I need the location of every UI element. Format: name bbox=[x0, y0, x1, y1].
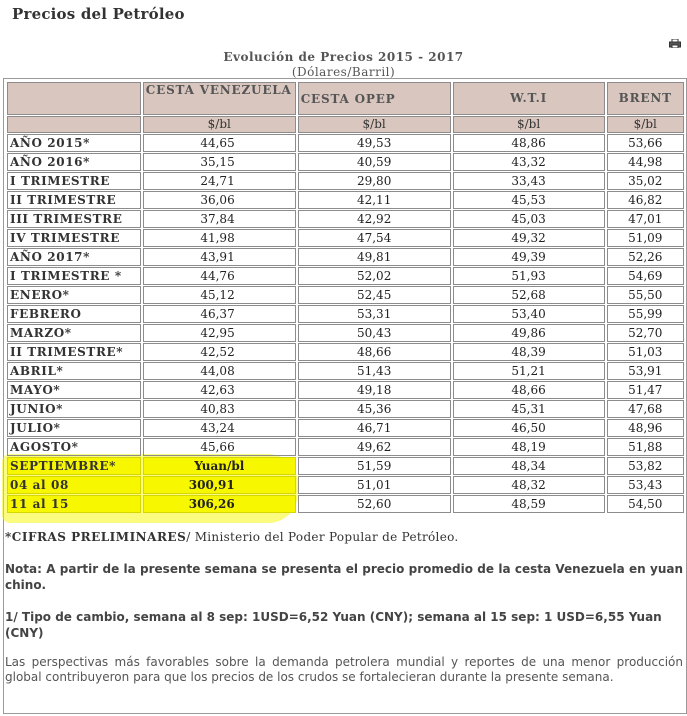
row-label: SEPTIEMBRE* bbox=[7, 457, 141, 475]
row-label: AÑO 2017* bbox=[7, 248, 141, 266]
header-blank bbox=[7, 82, 141, 115]
table-row bbox=[7, 400, 684, 418]
value-cell: 44,65 bbox=[143, 134, 296, 152]
note-yuan: Nota: A partir de la presente semana se presenta el precio promedio de la cesta Venezuela en yuan chino. bbox=[5, 562, 683, 592]
table-row bbox=[7, 229, 684, 247]
value-cell: 48,34 bbox=[453, 457, 605, 475]
row-label: 04 al 08 bbox=[7, 476, 141, 494]
value-cell: 47,68 bbox=[607, 400, 684, 418]
prices-table bbox=[5, 81, 686, 514]
note-preliminares bbox=[5, 530, 683, 544]
value-cell: 45,31 bbox=[453, 400, 605, 418]
table-row bbox=[7, 495, 684, 513]
row-label: I TRIMESTRE * bbox=[7, 267, 141, 285]
value-cell: 47,54 bbox=[298, 229, 451, 247]
value-cell: 53,91 bbox=[607, 362, 684, 380]
table-row bbox=[7, 476, 684, 494]
table-row bbox=[7, 210, 684, 228]
value-cell: 44,98 bbox=[607, 153, 684, 171]
value-cell: 53,66 bbox=[607, 134, 684, 152]
value-cell: 35,02 bbox=[607, 172, 684, 190]
row-label: IV TRIMESTRE bbox=[7, 229, 141, 247]
table-row bbox=[7, 267, 684, 285]
row-label: III TRIMESTRE bbox=[7, 210, 141, 228]
table-row bbox=[7, 457, 684, 475]
value-cell: 55,99 bbox=[607, 305, 684, 323]
value-cell: 51,21 bbox=[453, 362, 605, 380]
row-label: AÑO 2015* bbox=[7, 134, 141, 152]
value-cell: 52,70 bbox=[607, 324, 684, 342]
value-cell: 306,26 bbox=[143, 495, 296, 513]
row-label: ABRIL* bbox=[7, 362, 141, 380]
col-header-brent: BRENT bbox=[607, 82, 684, 115]
value-cell: 36,06 bbox=[143, 191, 296, 209]
row-label: MARZO* bbox=[7, 324, 141, 342]
value-cell: 43,32 bbox=[453, 153, 605, 171]
value-cell: 48,32 bbox=[453, 476, 605, 494]
value-cell: 46,82 bbox=[607, 191, 684, 209]
value-cell: 44,76 bbox=[143, 267, 296, 285]
value-cell: 45,66 bbox=[143, 438, 296, 456]
value-cell: 24,71 bbox=[143, 172, 296, 190]
table-row bbox=[7, 248, 684, 266]
col-header-cesta-opep: CESTA OPEP bbox=[298, 82, 451, 115]
value-cell: 49,18 bbox=[298, 381, 451, 399]
value-cell: 55,50 bbox=[607, 286, 684, 304]
unit-cell: $/bl bbox=[143, 116, 296, 133]
table-subtitle: (Dólares/Barril) bbox=[291, 65, 396, 79]
value-cell: 33,43 bbox=[453, 172, 605, 190]
value-cell: 43,91 bbox=[143, 248, 296, 266]
table-row bbox=[7, 191, 684, 209]
value-cell: 48,66 bbox=[453, 381, 605, 399]
page-title: Precios del Petróleo bbox=[12, 5, 185, 23]
value-cell: 53,82 bbox=[607, 457, 684, 475]
value-cell: 29,80 bbox=[298, 172, 451, 190]
value-cell: 42,95 bbox=[143, 324, 296, 342]
value-cell: 42,92 bbox=[298, 210, 451, 228]
value-cell: 51,59 bbox=[298, 457, 451, 475]
table-row bbox=[7, 362, 684, 380]
note-perspectivas: Las perspectivas más favorables sobre la demanda petrolera mundial y reportes de una menor producción global contribuyeron para que los precios de los crudos se fortalecieran durante la presente semana. bbox=[5, 655, 683, 684]
value-cell: 51,43 bbox=[298, 362, 451, 380]
value-cell: 46,50 bbox=[453, 419, 605, 437]
value-cell: 53,43 bbox=[607, 476, 684, 494]
value-cell: 40,83 bbox=[143, 400, 296, 418]
table-row bbox=[7, 419, 684, 437]
value-cell: 51,09 bbox=[607, 229, 684, 247]
row-label: MAYO* bbox=[7, 381, 141, 399]
value-cell: 51,01 bbox=[298, 476, 451, 494]
value-cell: 37,84 bbox=[143, 210, 296, 228]
value-cell: 52,26 bbox=[607, 248, 684, 266]
value-cell: 53,31 bbox=[298, 305, 451, 323]
row-label: FEBRERO bbox=[7, 305, 141, 323]
value-cell: 45,12 bbox=[143, 286, 296, 304]
value-cell: 49,32 bbox=[453, 229, 605, 247]
value-cell: 51,93 bbox=[453, 267, 605, 285]
row-label: AGOSTO* bbox=[7, 438, 141, 456]
value-cell: 52,60 bbox=[298, 495, 451, 513]
note-preliminares-source: / Ministerio del Poder Popular de Petróleo. bbox=[186, 530, 459, 544]
table-row bbox=[7, 343, 684, 361]
col-header-cesta-venezuela: CESTA VENEZUELA bbox=[143, 82, 296, 115]
header-row bbox=[7, 82, 684, 115]
unit-cell: $/bl bbox=[453, 116, 605, 133]
table-row bbox=[7, 172, 684, 190]
value-cell: 48,19 bbox=[453, 438, 605, 456]
table-row bbox=[7, 305, 684, 323]
table-row bbox=[7, 438, 684, 456]
row-label: ENERO* bbox=[7, 286, 141, 304]
value-cell: 44,08 bbox=[143, 362, 296, 380]
value-cell: 54,50 bbox=[607, 495, 684, 513]
value-cell: 53,40 bbox=[453, 305, 605, 323]
note-tipo-cambio: 1/ Tipo de cambio, semana al 8 sep: 1USD=6,52 Yuan (CNY); semana al 15 sep: 1 USD=6,55 Yuan (CNY) bbox=[5, 610, 662, 640]
unit-row bbox=[7, 116, 684, 133]
table-title: Evolución de Precios 2015 - 2017 bbox=[223, 50, 464, 64]
value-cell: 48,86 bbox=[453, 134, 605, 152]
value-cell: 48,66 bbox=[298, 343, 451, 361]
row-label: JULIO* bbox=[7, 419, 141, 437]
value-cell: 54,69 bbox=[607, 267, 684, 285]
value-cell: 51,88 bbox=[607, 438, 684, 456]
unit-blank bbox=[7, 116, 141, 133]
value-cell: 49,86 bbox=[453, 324, 605, 342]
value-cell: 42,63 bbox=[143, 381, 296, 399]
table-row bbox=[7, 153, 684, 171]
row-label: 11 al 15 bbox=[7, 495, 141, 513]
value-cell: 49,53 bbox=[298, 134, 451, 152]
value-cell: 52,45 bbox=[298, 286, 451, 304]
value-cell: 48,39 bbox=[453, 343, 605, 361]
note-preliminares-bold: *CIFRAS PRELIMINARES bbox=[5, 530, 187, 544]
row-label: II TRIMESTRE bbox=[7, 191, 141, 209]
table-row bbox=[7, 134, 684, 152]
row-label: II TRIMESTRE* bbox=[7, 343, 141, 361]
col-header-wti: W.T.I bbox=[453, 82, 605, 115]
value-cell: 51,03 bbox=[607, 343, 684, 361]
value-cell: 46,37 bbox=[143, 305, 296, 323]
table-row bbox=[7, 286, 684, 304]
value-cell: 45,36 bbox=[298, 400, 451, 418]
notes-section bbox=[5, 530, 683, 685]
value-cell: 40,59 bbox=[298, 153, 451, 171]
value-cell: 35,15 bbox=[143, 153, 296, 171]
value-cell: 48,59 bbox=[453, 495, 605, 513]
value-cell: 52,68 bbox=[453, 286, 605, 304]
row-label: I TRIMESTRE bbox=[7, 172, 141, 190]
row-label: AÑO 2016* bbox=[7, 153, 141, 171]
value-cell: 45,03 bbox=[453, 210, 605, 228]
row-label: JUNIO* bbox=[7, 400, 141, 418]
value-cell: 41,98 bbox=[143, 229, 296, 247]
table-row bbox=[7, 381, 684, 399]
value-cell: 46,71 bbox=[298, 419, 451, 437]
value-cell: 47,01 bbox=[607, 210, 684, 228]
unit-cell: $/bl bbox=[607, 116, 684, 133]
value-cell: 49,39 bbox=[453, 248, 605, 266]
value-cell: 42,11 bbox=[298, 191, 451, 209]
value-cell: 300,91 bbox=[143, 476, 296, 494]
value-cell: 45,53 bbox=[453, 191, 605, 209]
table-row bbox=[7, 324, 684, 342]
value-cell: 52,02 bbox=[298, 267, 451, 285]
value-cell: Yuan/bl bbox=[143, 457, 296, 475]
unit-cell: $/bl bbox=[298, 116, 451, 133]
value-cell: 49,62 bbox=[298, 438, 451, 456]
value-cell: 50,43 bbox=[298, 324, 451, 342]
value-cell: 43,24 bbox=[143, 419, 296, 437]
value-cell: 42,52 bbox=[143, 343, 296, 361]
value-cell: 49,81 bbox=[298, 248, 451, 266]
value-cell: 48,96 bbox=[607, 419, 684, 437]
value-cell: 51,47 bbox=[607, 381, 684, 399]
print-icon[interactable] bbox=[669, 39, 681, 48]
